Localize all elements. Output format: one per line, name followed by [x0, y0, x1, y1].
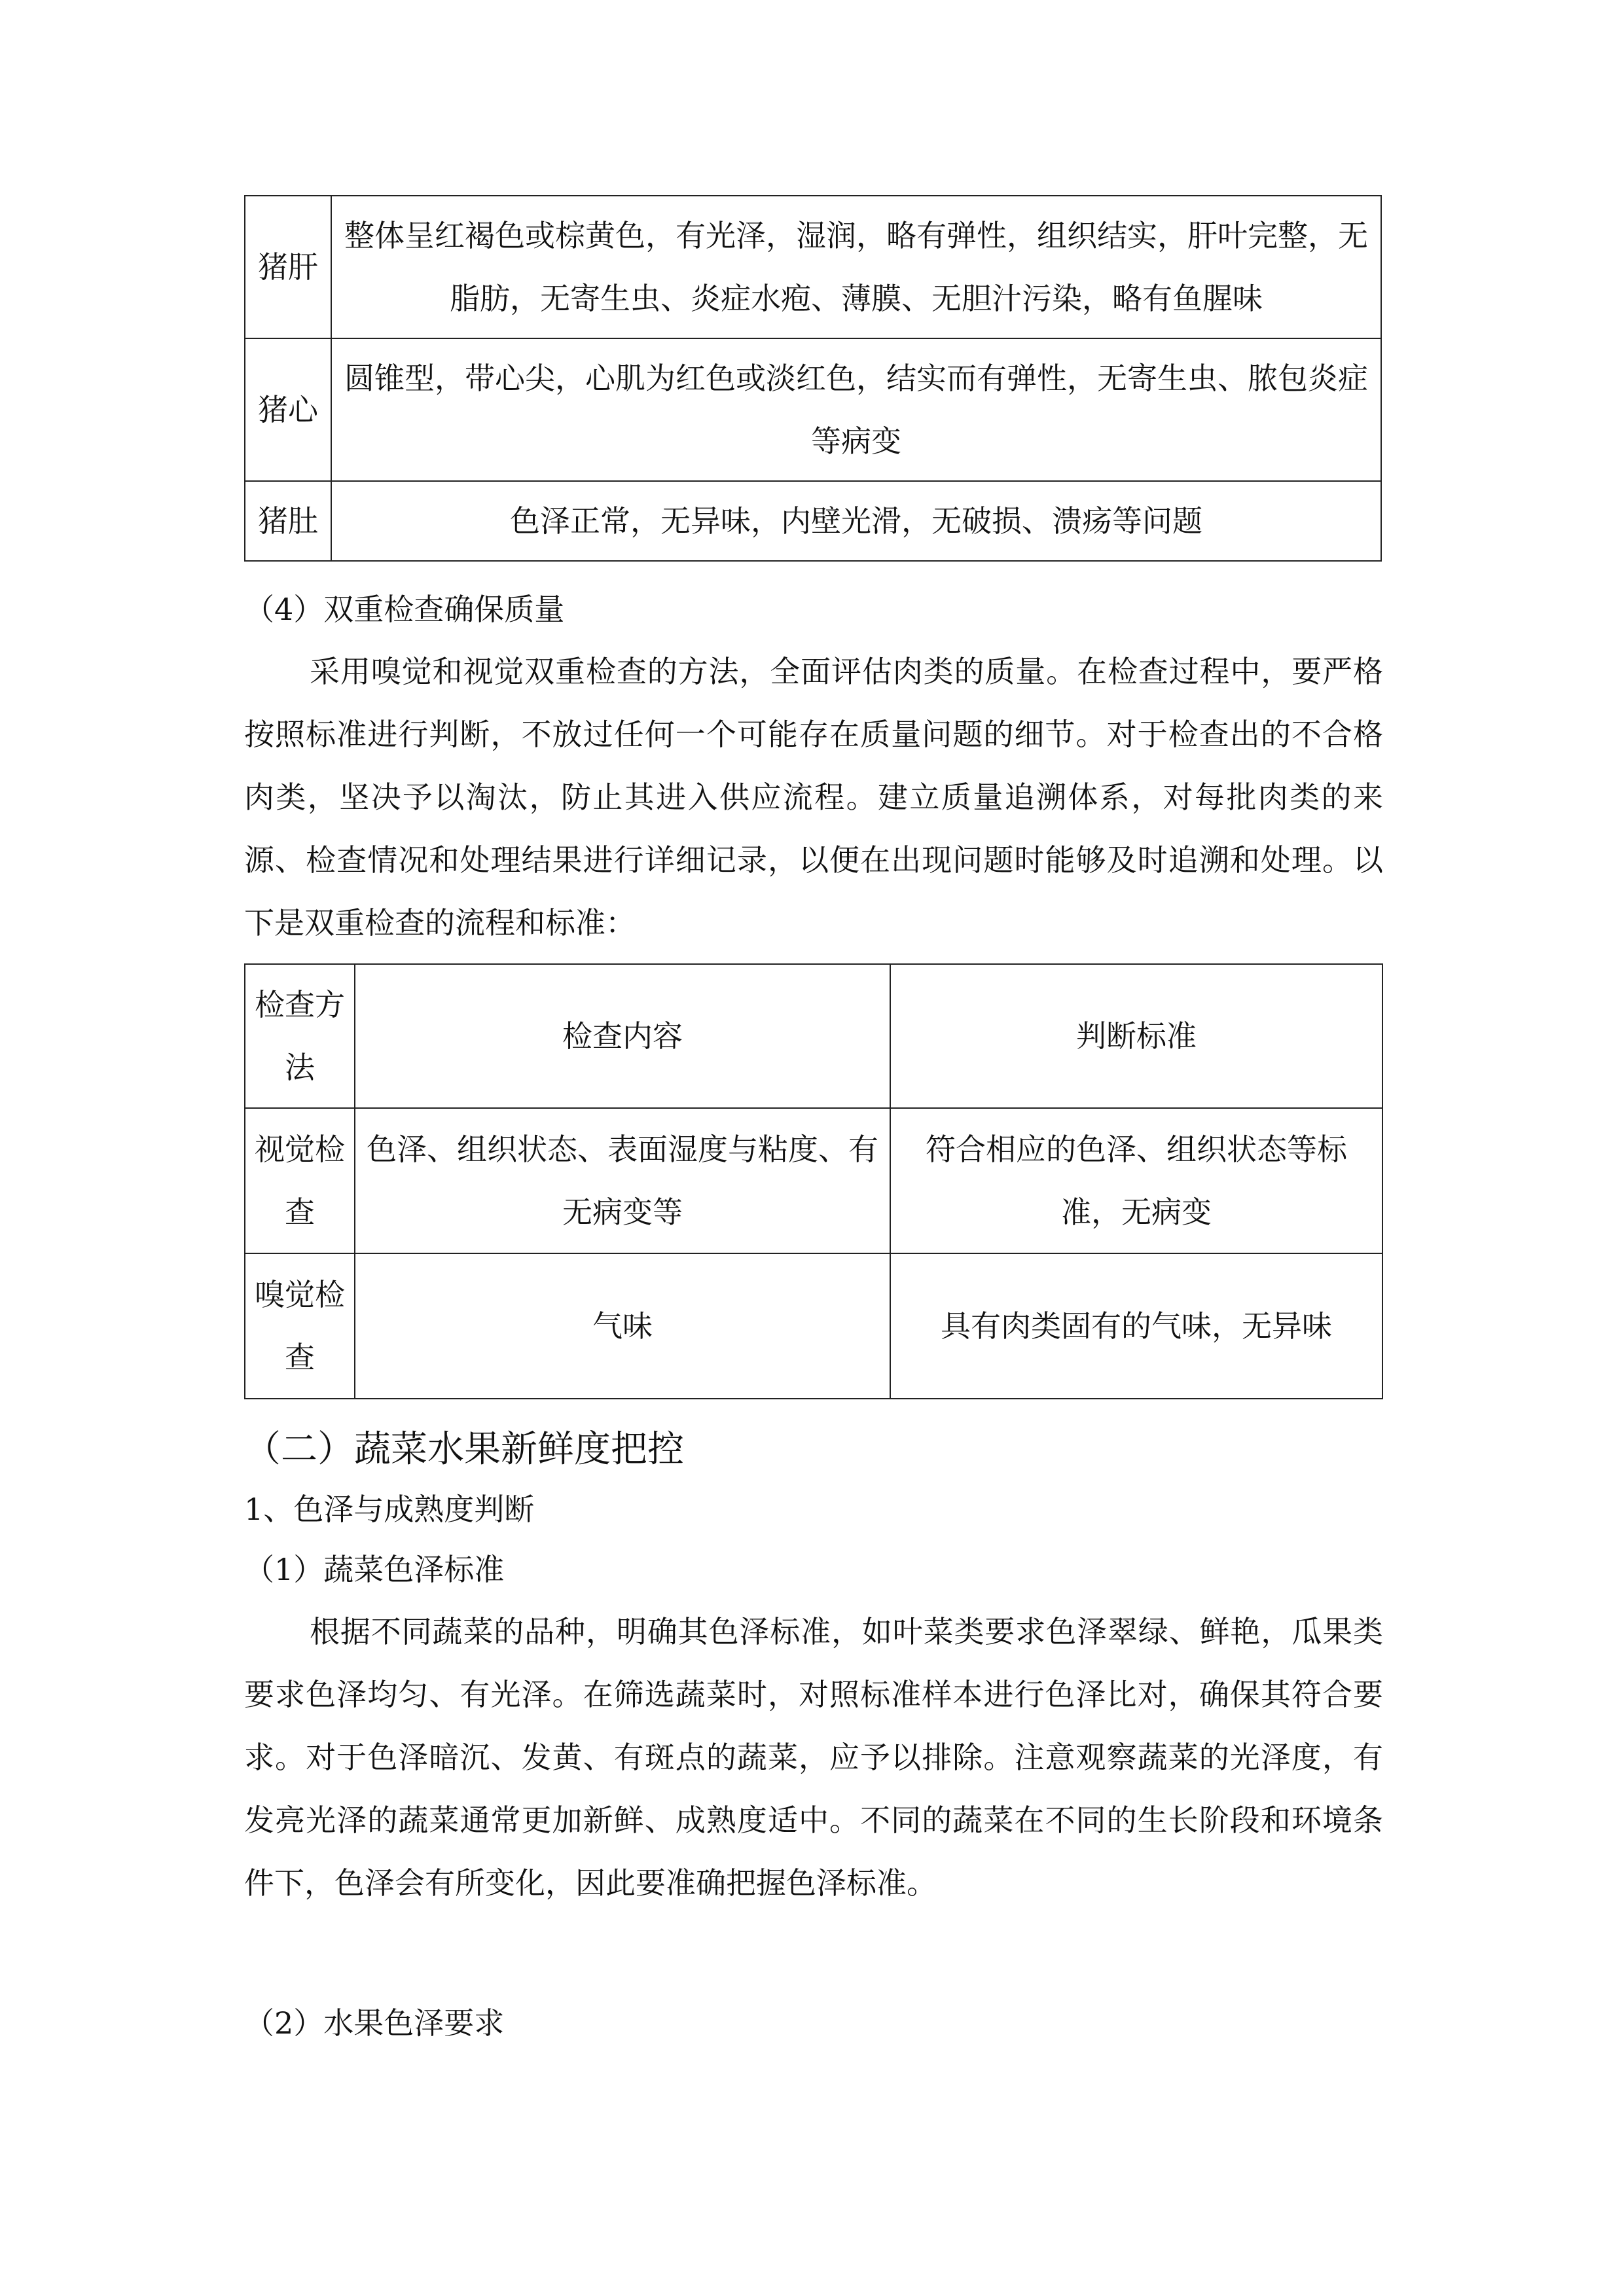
table-row [245, 338, 1381, 481]
section4-heading: （4）双重检查确保质量 [244, 592, 565, 627]
subsection-heading-color: 1、色泽与成熟度判断 [244, 1492, 535, 1527]
header-cell-content: 检查内容 [355, 964, 890, 1108]
method-cell: 视觉检查 [245, 1108, 355, 1253]
table-header-row [245, 964, 1382, 1108]
organ-desc-cell: 色泽正常，无异味，内壁光滑，无破损、溃疡等问题 [331, 481, 1381, 561]
table-row [245, 481, 1381, 561]
organ-name-cell: 猪心 [245, 338, 331, 481]
content-cell: 色泽、组织状态、表面湿度与粘度、有无病变等 [355, 1108, 890, 1253]
organ-desc-cell: 整体呈红褐色或棕黄色，有光泽，湿润，略有弹性，组织结实，肝叶完整，无脂肪，无寄生虫、炎症水疱、薄膜、无胆汁污染，略有鱼腥味 [331, 196, 1381, 338]
table-row [245, 1108, 1382, 1253]
content-cell: 气味 [355, 1253, 890, 1399]
section4-paragraph: 采用嗅觉和视觉双重检查的方法，全面评估肉类的质量。在检查过程中，要严格按照标准进行判断，不放过任何一个可能存在质量问题的细节。对于检查出的不合格肉类，坚决予以淘汰，防止其进入供应流程。建立质量追溯体系，对每批肉类的来源、检查情况和处理结果进行详细记录，以便在出现问题时能够及时追溯和处理。以下是双重检查的流程和标准： [244, 654, 1383, 941]
sub2-heading: （2）水果色泽要求 [244, 2005, 505, 2041]
double-check-table [244, 963, 1383, 1399]
sub1-paragraph: 根据不同蔬菜的品种，明确其色泽标准，如叶菜类要求色泽翠绿、鲜艳，瓜果类要求色泽均匀、有光泽。在筛选蔬菜时，对照标准样本进行色泽比对，确保其符合要求。对于色泽暗沉、发黄、有斑点的蔬菜，应予以排除。注意观察蔬菜的光泽度，有发亮光泽的蔬菜通常更加新鲜、成熟度适中。不同的蔬菜在不同的生长阶段和环境条件下，色泽会有所变化，因此要准确把握色泽标准。 [244, 1614, 1383, 1901]
header-cell-standard: 判断标准 [890, 964, 1382, 1108]
standard-cell: 符合相应的色泽、组织状态等标准，无病变 [890, 1108, 1382, 1253]
table-row [245, 196, 1381, 338]
standard-cell: 具有肉类固有的气味，无异味 [890, 1253, 1382, 1399]
table-row [245, 1253, 1382, 1399]
header-cell-method: 检查方法 [245, 964, 355, 1108]
method-cell: 嗅觉检查 [245, 1253, 355, 1399]
organ-name-cell: 猪肝 [245, 196, 331, 338]
organ-standards-table [244, 195, 1382, 562]
sub1-heading: （1）蔬菜色泽标准 [244, 1552, 505, 1587]
organ-desc-cell: 圆锥型，带心尖，心肌为红色或淡红色，结实而有弹性，无寄生虫、脓包炎症等病变 [331, 338, 1381, 481]
organ-name-cell: 猪肚 [245, 481, 331, 561]
section-heading-vegetables: （二）蔬菜水果新鲜度把控 [244, 1428, 684, 1471]
